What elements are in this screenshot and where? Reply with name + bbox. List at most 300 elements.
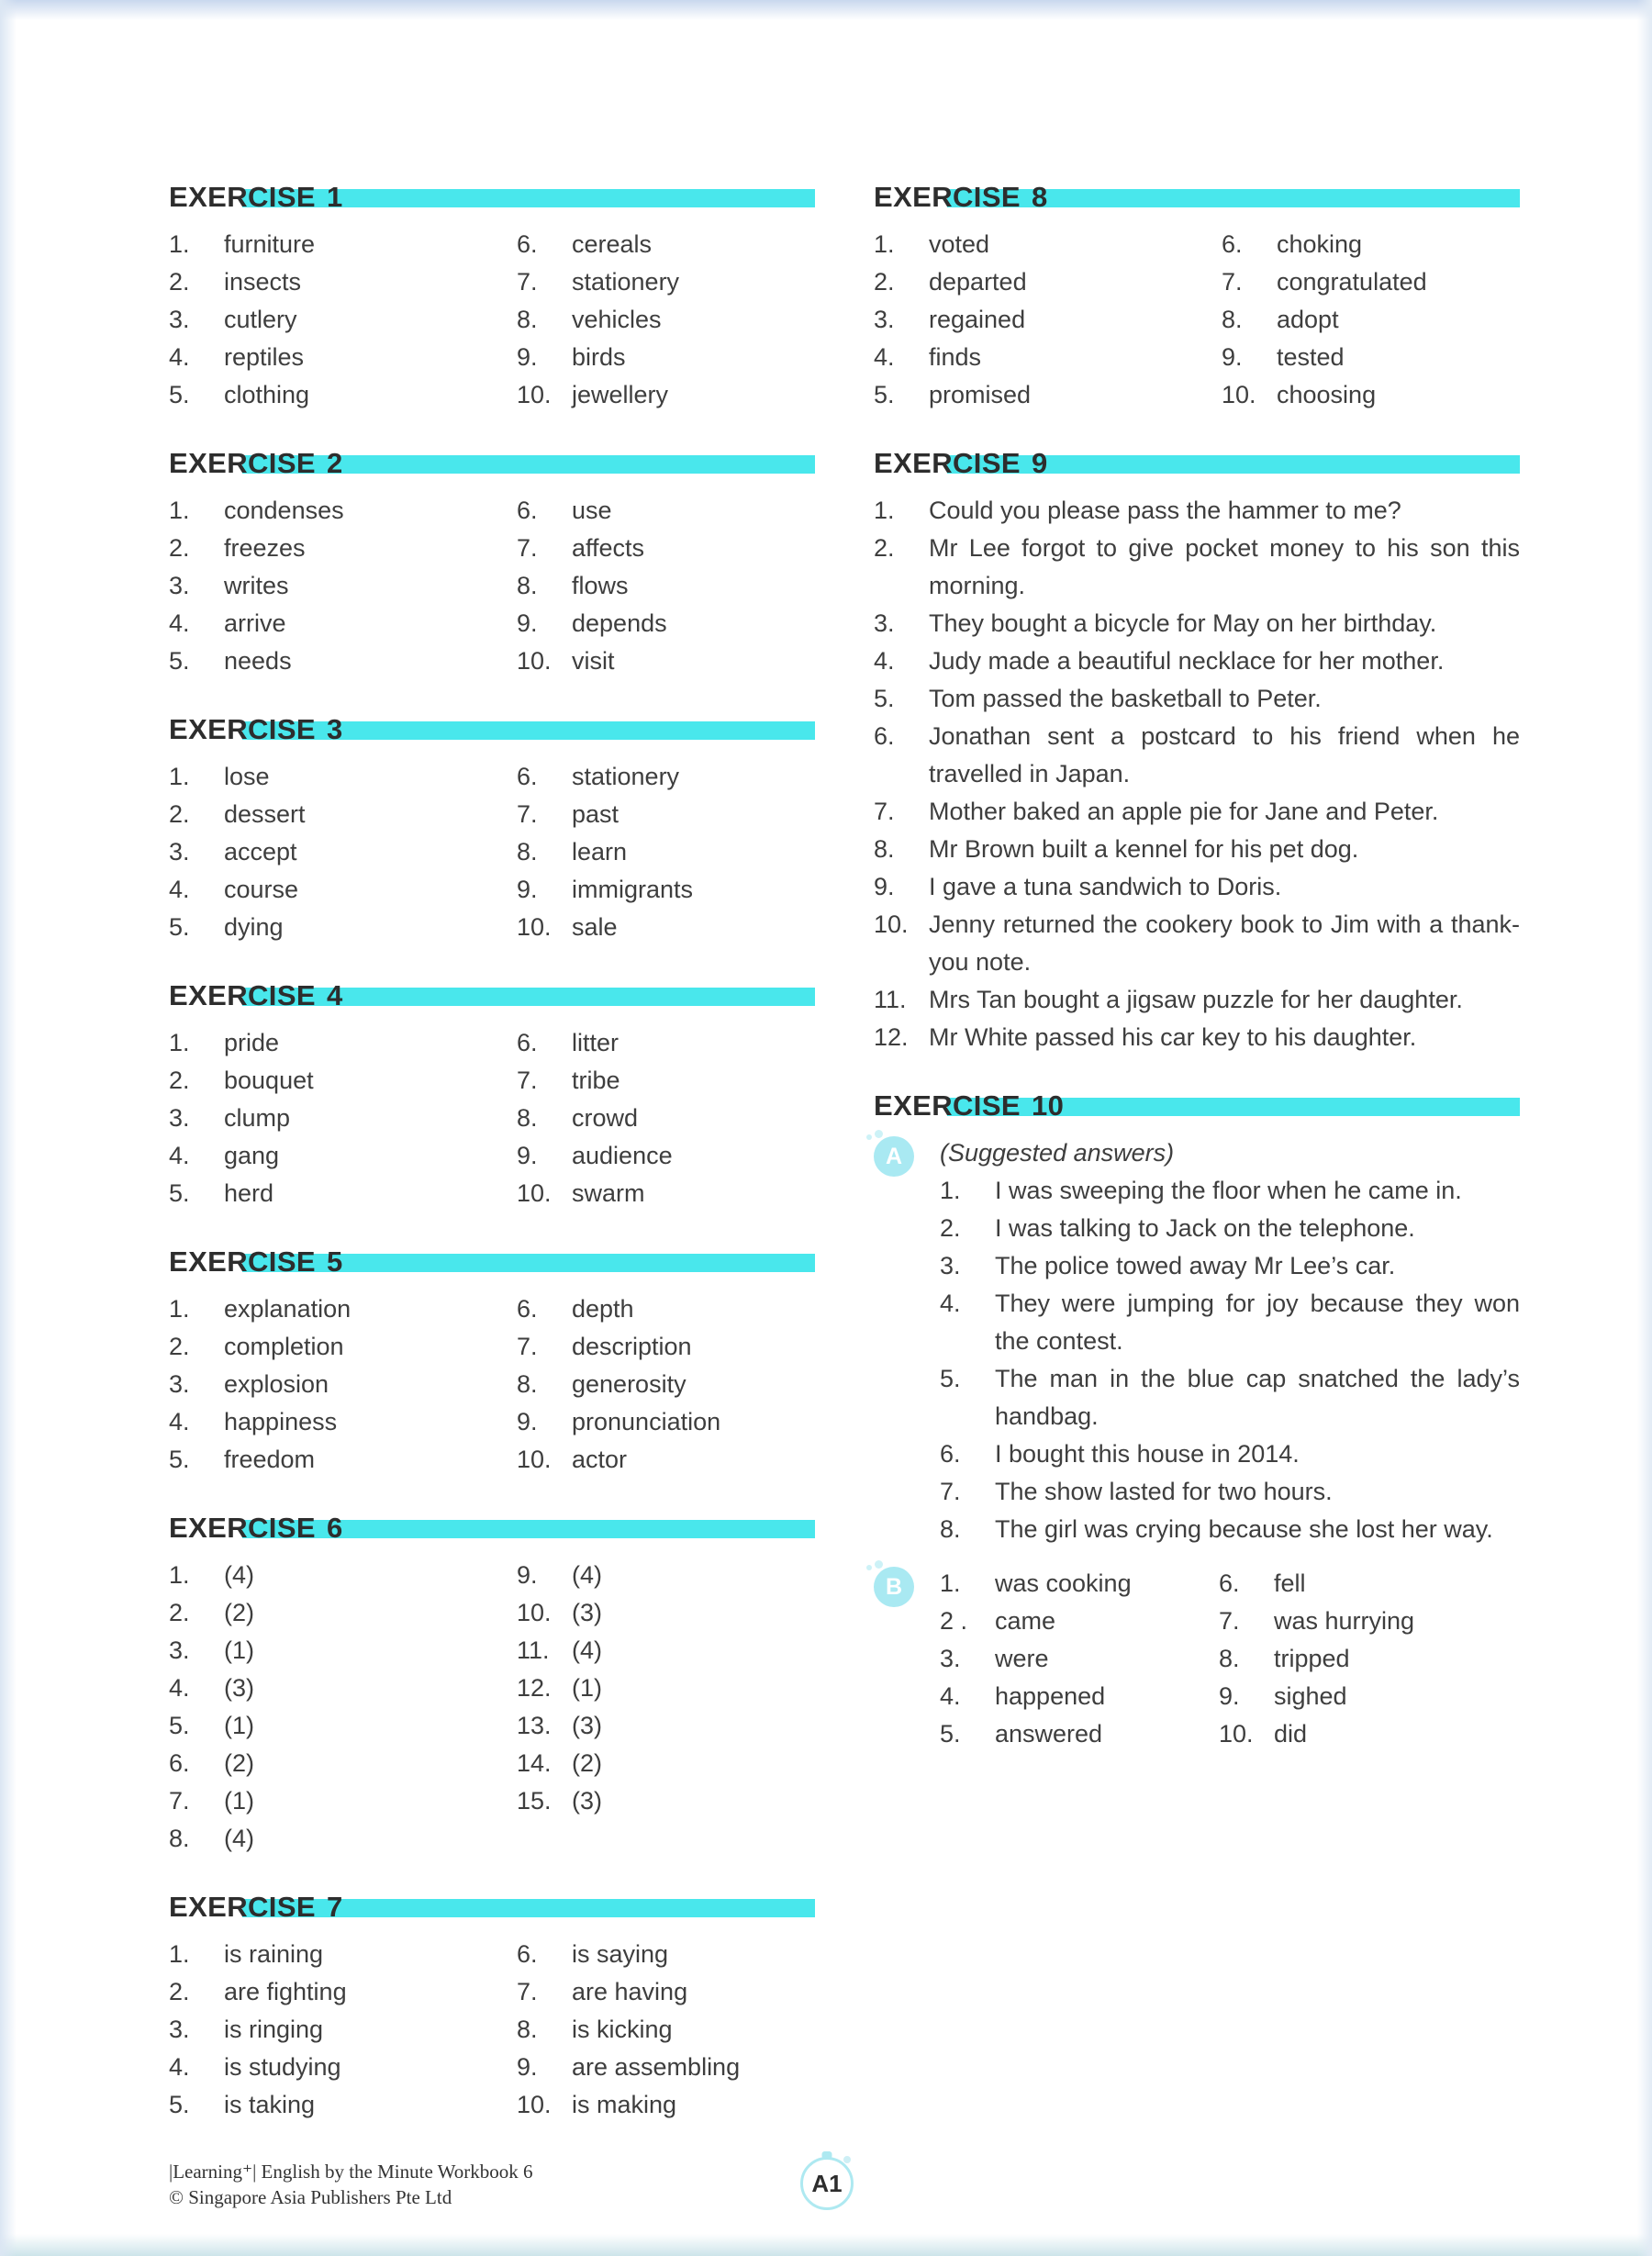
answer-text: clump — [224, 1104, 291, 1132]
answer-item — [169, 833, 517, 871]
answer-number: 10. — [517, 913, 552, 941]
answer-text: (2) — [572, 1749, 602, 1777]
answer-text: are fighting — [224, 1978, 347, 2005]
answers-subcol-2 — [517, 1290, 815, 1479]
answer-number: 10. — [517, 2091, 552, 2118]
answer-text: is making — [572, 2091, 677, 2118]
answer-number: 5. — [169, 381, 190, 408]
answers-subcol-2 — [517, 226, 815, 414]
answer-item — [940, 1640, 1219, 1678]
answer-number: 1. — [169, 230, 190, 258]
answer-number: 2. — [169, 268, 190, 296]
answer-text: insects — [224, 268, 302, 296]
answer-number: 6. — [517, 1940, 538, 1968]
answer-number: 4. — [169, 1408, 190, 1435]
page-badge-label: A1 — [811, 2169, 843, 2197]
exercise-3 — [169, 710, 815, 946]
exercise-8-answers — [874, 226, 1520, 414]
answer-item — [874, 831, 1520, 868]
answer-item — [169, 492, 517, 530]
exercise-6-answers — [169, 1557, 815, 1858]
answer-number: 8. — [517, 2016, 538, 2043]
exercise-3-answers — [169, 758, 815, 946]
answer-number: 10. — [517, 647, 552, 675]
answer-text: bouquet — [224, 1067, 314, 1094]
answer-text: crowd — [572, 1104, 639, 1132]
answer-item — [517, 758, 815, 796]
answer-number: 4. — [940, 1290, 961, 1317]
answer-text: voted — [929, 230, 990, 258]
answer-number: 5. — [874, 381, 895, 408]
answer-number: 3. — [940, 1252, 961, 1279]
answer-text: (3) — [572, 1787, 602, 1815]
answer-text: jewellery — [572, 381, 669, 408]
answer-number: 8. — [517, 1104, 538, 1132]
answer-number: 7. — [1222, 268, 1243, 296]
answer-text: fell — [1274, 1569, 1306, 1597]
answer-item — [517, 1137, 815, 1175]
answer-item — [169, 2049, 517, 2086]
answers-subcol-1 — [169, 758, 517, 946]
answer-number: 10. — [517, 1446, 552, 1473]
answer-text: reptiles — [224, 343, 305, 371]
answer-text: answered — [995, 1720, 1103, 1748]
answer-item — [874, 530, 1520, 605]
exercise-7-header — [169, 1888, 815, 1927]
answer-text: (4) — [224, 1825, 254, 1852]
exercise-4-header — [169, 977, 815, 1015]
answer-item — [169, 1290, 517, 1328]
answer-item — [517, 1594, 815, 1632]
answer-item — [517, 909, 815, 946]
answer-text: dying — [224, 913, 284, 941]
answer-item — [874, 1019, 1520, 1056]
answers-subcol-2 — [1219, 1565, 1520, 1753]
answer-number: 8. — [517, 838, 538, 866]
answer-number: 5. — [874, 685, 895, 712]
answer-item — [169, 1137, 517, 1175]
answer-text: is raining — [224, 1940, 324, 1968]
answer-number: 8. — [517, 1370, 538, 1398]
answer-item — [169, 1062, 517, 1100]
footer — [169, 2159, 533, 2210]
answer-text: (2) — [224, 1599, 254, 1626]
answer-number: 9. — [874, 873, 895, 900]
answer-item — [517, 339, 815, 376]
answer-text: Mr Brown built a kennel for his pet dog. — [929, 835, 1359, 863]
answer-text: The man in the blue cap snatched the lady’s handbag. — [995, 1365, 1520, 1430]
answer-item — [169, 1820, 517, 1858]
answer-number: 6. — [517, 763, 538, 790]
answer-item — [874, 793, 1520, 831]
answer-item — [874, 376, 1222, 414]
answer-number: 4. — [874, 343, 895, 371]
answer-number: 8. — [169, 1825, 190, 1852]
answer-number: 7. — [517, 1333, 538, 1360]
answer-item — [169, 263, 517, 301]
answer-text: (4) — [572, 1561, 602, 1589]
answer-item — [169, 1745, 517, 1782]
answer-text: pronunciation — [572, 1408, 721, 1435]
answer-text: is studying — [224, 2053, 341, 2081]
answer-text: are assembling — [572, 2053, 741, 2081]
exercise-9-answers — [874, 492, 1520, 1056]
answer-item — [940, 1210, 1520, 1247]
answer-text: congratulated — [1277, 268, 1427, 296]
answer-text: Judy made a beautiful necklace for her mother. — [929, 647, 1445, 675]
answer-number: 7. — [169, 1787, 190, 1815]
answer-number: 2. — [169, 1067, 190, 1094]
answer-text: sighed — [1274, 1682, 1347, 1710]
answer-number: 6. — [874, 722, 895, 750]
answer-number: 7. — [517, 1067, 538, 1094]
answer-item — [169, 1100, 517, 1137]
exercise-5-answers — [169, 1290, 815, 1479]
answer-number: 8. — [517, 306, 538, 333]
answer-number: 5. — [940, 1365, 961, 1392]
answer-number: 9. — [517, 876, 538, 903]
answer-item — [169, 2011, 517, 2049]
answer-text: was cooking — [995, 1569, 1132, 1597]
answer-number: 11. — [517, 1636, 550, 1664]
answer-number: 1. — [169, 763, 190, 790]
answer-item — [517, 226, 815, 263]
answer-item — [940, 1172, 1520, 1210]
answers-subcol-1 — [169, 1290, 517, 1479]
answer-item — [169, 376, 517, 414]
answer-number: 5. — [169, 1446, 190, 1473]
answer-item — [169, 1441, 517, 1479]
exercise-6 — [169, 1509, 815, 1858]
answer-number: 6. — [940, 1440, 961, 1468]
answer-item — [940, 1285, 1520, 1360]
answers-subcol-2 — [517, 1936, 815, 2124]
answer-text: Jonathan sent a postcard to his friend when he travelled in Japan. — [929, 722, 1520, 787]
answer-item — [517, 1328, 815, 1366]
answer-item — [874, 868, 1520, 906]
answer-text: visit — [572, 647, 615, 675]
answer-text: regained — [929, 306, 1026, 333]
suggested-answers-note: (Suggested answers) — [940, 1139, 1175, 1167]
answer-item — [517, 833, 815, 871]
answer-number: 8. — [517, 572, 538, 599]
answer-number: 1. — [169, 1029, 190, 1056]
answer-text: past — [572, 800, 620, 828]
answer-number: 7. — [940, 1478, 961, 1505]
answer-item — [169, 1024, 517, 1062]
answer-number: 3. — [874, 609, 895, 637]
answer-number: 7. — [517, 1978, 538, 2005]
answer-text: happiness — [224, 1408, 338, 1435]
answer-item — [874, 718, 1520, 793]
answer-text: explosion — [224, 1370, 329, 1398]
answer-number: 2. — [169, 800, 190, 828]
exercise-10-section-b — [874, 1565, 1520, 1753]
answer-text: choosing — [1277, 381, 1377, 408]
answer-item — [169, 226, 517, 263]
answer-text: cereals — [572, 230, 653, 258]
answer-item — [169, 642, 517, 680]
answer-item — [517, 492, 815, 530]
answer-item — [169, 1670, 517, 1707]
exercise-2-header — [169, 444, 815, 483]
exercise-1-answers — [169, 226, 815, 414]
answers-subcol-1 — [874, 226, 1222, 414]
answer-number: 2. — [940, 1214, 961, 1242]
answer-item — [169, 1782, 517, 1820]
answer-number: 1. — [940, 1569, 961, 1597]
answer-text: freezes — [224, 534, 306, 562]
answer-text: furniture — [224, 230, 316, 258]
answer-item — [1222, 263, 1520, 301]
exercise-9 — [874, 444, 1520, 1056]
answer-text: are having — [572, 1978, 688, 2005]
answer-number: 2. — [169, 1333, 190, 1360]
answer-text: audience — [572, 1142, 673, 1169]
answer-item — [169, 530, 517, 567]
answer-item — [169, 1707, 517, 1745]
answer-item — [940, 1715, 1219, 1753]
answer-number: 9. — [1219, 1682, 1240, 1710]
exercise-3-header — [169, 710, 815, 749]
answer-text: is kicking — [572, 2016, 673, 2043]
answers-subcol-1 — [169, 492, 517, 680]
section-a-badge: A — [874, 1136, 914, 1177]
answer-number: 6. — [1219, 1569, 1240, 1597]
exercise-title: EXERCISE 4 — [169, 979, 343, 1011]
page-edge-left — [0, 0, 17, 2256]
answer-item — [169, 909, 517, 946]
answer-item — [517, 605, 815, 642]
answer-number: 8. — [1222, 306, 1243, 333]
answer-item — [169, 1594, 517, 1632]
answer-text: (4) — [224, 1561, 254, 1589]
answer-item — [517, 642, 815, 680]
exercise-1-header — [169, 178, 815, 217]
answer-text: completion — [224, 1333, 344, 1360]
answer-text: finds — [929, 343, 982, 371]
answers-subcol-2 — [517, 758, 815, 946]
answer-text: herd — [224, 1179, 274, 1207]
answer-number: 5. — [940, 1720, 961, 1748]
answer-number: 2. — [874, 268, 895, 296]
answer-item — [169, 1328, 517, 1366]
answer-number: 5. — [169, 2091, 190, 2118]
answer-text: Could you please pass the hammer to me? — [929, 497, 1401, 524]
exercise-2-answers — [169, 492, 815, 680]
answer-number: 10. — [1219, 1720, 1254, 1748]
answer-number: 9. — [517, 2053, 538, 2081]
answer-item — [1219, 1678, 1520, 1715]
answer-number: 7. — [1219, 1607, 1240, 1635]
answer-item — [874, 226, 1222, 263]
answer-item — [517, 1403, 815, 1441]
answer-item — [517, 2086, 815, 2124]
answer-number: 11. — [874, 986, 907, 1013]
answer-item — [517, 2049, 815, 2086]
answer-number: 9. — [1222, 343, 1243, 371]
answer-item — [517, 1366, 815, 1403]
answer-text: The girl was crying because she lost her way. — [995, 1515, 1493, 1543]
answer-text: I was sweeping the floor when he came in. — [995, 1177, 1462, 1204]
answer-text: sale — [572, 913, 618, 941]
answer-item — [517, 567, 815, 605]
answer-text: (1) — [224, 1712, 254, 1739]
answer-item — [874, 339, 1222, 376]
answer-item — [874, 263, 1222, 301]
answer-text: depth — [572, 1295, 634, 1323]
answer-text: tribe — [572, 1067, 620, 1094]
answer-text: cutlery — [224, 306, 297, 333]
answer-text: I gave a tuna sandwich to Doris. — [929, 873, 1282, 900]
exercise-5-header — [169, 1243, 815, 1281]
answer-number: 9. — [517, 1408, 538, 1435]
exercise-title: EXERCISE 8 — [874, 181, 1048, 213]
answer-text: pride — [224, 1029, 280, 1056]
answer-number: 4. — [169, 876, 190, 903]
answers-subcol-1 — [169, 226, 517, 414]
answer-item — [169, 758, 517, 796]
page-edge-right — [1637, 0, 1652, 2256]
answer-text: arrive — [224, 609, 286, 637]
answer-number: 3. — [169, 1636, 190, 1664]
answer-text: was hurrying — [1274, 1607, 1415, 1635]
answer-number: 10. — [517, 381, 552, 408]
answer-number: 6. — [169, 1749, 190, 1777]
answer-number: 7. — [517, 800, 538, 828]
exercise-8-header — [874, 178, 1520, 217]
answer-number: 13. — [517, 1712, 552, 1739]
answer-text: lose — [224, 763, 270, 790]
answer-item — [517, 2011, 815, 2049]
exercise-title: EXERCISE 7 — [169, 1891, 343, 1923]
answer-text: (4) — [572, 1636, 602, 1664]
answer-number: 9. — [517, 609, 538, 637]
answer-item — [169, 1936, 517, 1973]
answer-text: departed — [929, 268, 1027, 296]
answer-text: flows — [572, 572, 629, 599]
answer-text: promised — [929, 381, 1032, 408]
answer-number: 15. — [517, 1787, 552, 1815]
exercise-5 — [169, 1243, 815, 1479]
answer-text: needs — [224, 647, 292, 675]
answer-item — [1219, 1640, 1520, 1678]
answer-text: tested — [1277, 343, 1345, 371]
answer-text: learn — [572, 838, 628, 866]
exercise-4 — [169, 977, 815, 1212]
section-b-badge: B — [874, 1567, 914, 1607]
answer-item — [940, 1247, 1520, 1285]
exercise-1 — [169, 178, 815, 414]
exercise-2 — [169, 444, 815, 680]
answer-text: Tom passed the basketball to Peter. — [929, 685, 1322, 712]
exercise-8 — [874, 178, 1520, 414]
answer-text: adopt — [1277, 306, 1339, 333]
footer-series-title: |Learning⁺| English by the Minute Workbook 6 — [169, 2161, 533, 2183]
section-a-content — [940, 1134, 1520, 1548]
answer-text: course — [224, 876, 299, 903]
answer-item — [517, 1745, 815, 1782]
answer-number: 2. — [874, 534, 895, 562]
answers-subcol-2 — [517, 1024, 815, 1212]
answer-number: 1. — [169, 1561, 190, 1589]
answer-text: Mr Lee forgot to give pocket money to his son this morning. — [929, 534, 1520, 599]
answer-number: 4. — [169, 343, 190, 371]
answer-text: writes — [224, 572, 289, 599]
exercise-9-header — [874, 444, 1520, 483]
answer-number: 7. — [517, 268, 538, 296]
answer-item — [940, 1511, 1520, 1548]
answer-number: 2. — [169, 1599, 190, 1626]
page-edge-bottom — [0, 2234, 1652, 2256]
answer-item — [517, 1290, 815, 1328]
answer-number: 3. — [169, 2016, 190, 2043]
answer-text: use — [572, 497, 612, 524]
answer-text: (3) — [572, 1599, 602, 1626]
answer-text: I was talking to Jack on the telephone. — [995, 1214, 1415, 1242]
answer-text: vehicles — [572, 306, 662, 333]
answer-item — [517, 796, 815, 833]
answer-item — [169, 605, 517, 642]
answer-item — [169, 339, 517, 376]
answer-item — [1222, 339, 1520, 376]
exercise-7-answers — [169, 1936, 815, 2124]
answer-item — [940, 1473, 1520, 1511]
answer-item — [169, 1973, 517, 2011]
answer-text: Mother baked an apple pie for Jane and Peter. — [929, 798, 1439, 825]
answer-number: 6. — [517, 1029, 538, 1056]
answer-number: 9. — [517, 1142, 538, 1169]
answer-number: 8. — [940, 1515, 961, 1543]
answer-item — [517, 530, 815, 567]
answer-text: The police towed away Mr Lee’s car. — [995, 1252, 1396, 1279]
answer-number: 2 . — [940, 1607, 968, 1635]
answer-item — [874, 301, 1222, 339]
answer-text: accept — [224, 838, 297, 866]
answer-number: 8. — [1219, 1645, 1240, 1672]
answer-item — [517, 1782, 815, 1820]
answer-text: stationery — [572, 268, 680, 296]
answer-item — [517, 376, 815, 414]
answer-number: 4. — [169, 1142, 190, 1169]
answer-text: swarm — [572, 1179, 645, 1207]
answer-item — [169, 301, 517, 339]
answer-item — [169, 1632, 517, 1670]
answer-item — [169, 1403, 517, 1441]
exercise-title: EXERCISE 2 — [169, 447, 343, 479]
answer-number: 7. — [874, 798, 895, 825]
answer-number: 9. — [517, 343, 538, 371]
answer-text: did — [1274, 1720, 1308, 1748]
answer-number: 3. — [169, 572, 190, 599]
answer-number: 1. — [169, 1940, 190, 1968]
answers-subcol-1 — [169, 1024, 517, 1212]
answer-number: 2. — [169, 1978, 190, 2005]
exercise-6-header — [169, 1509, 815, 1547]
page-edge-top — [0, 0, 1652, 20]
answer-number: 4. — [940, 1682, 961, 1710]
footer-copyright: © Singapore Asia Publishers Pte Ltd — [169, 2186, 452, 2208]
answer-item — [874, 680, 1520, 718]
answers-subcol-1 — [940, 1565, 1219, 1753]
answer-number: 8. — [874, 835, 895, 863]
answer-number: 4. — [169, 609, 190, 637]
exercise-7 — [169, 1888, 815, 2124]
exercise-title: EXERCISE 3 — [169, 713, 343, 745]
answer-text: is saying — [572, 1940, 669, 1968]
answer-item — [874, 605, 1520, 642]
answers-subcol-1 — [169, 1936, 517, 2124]
